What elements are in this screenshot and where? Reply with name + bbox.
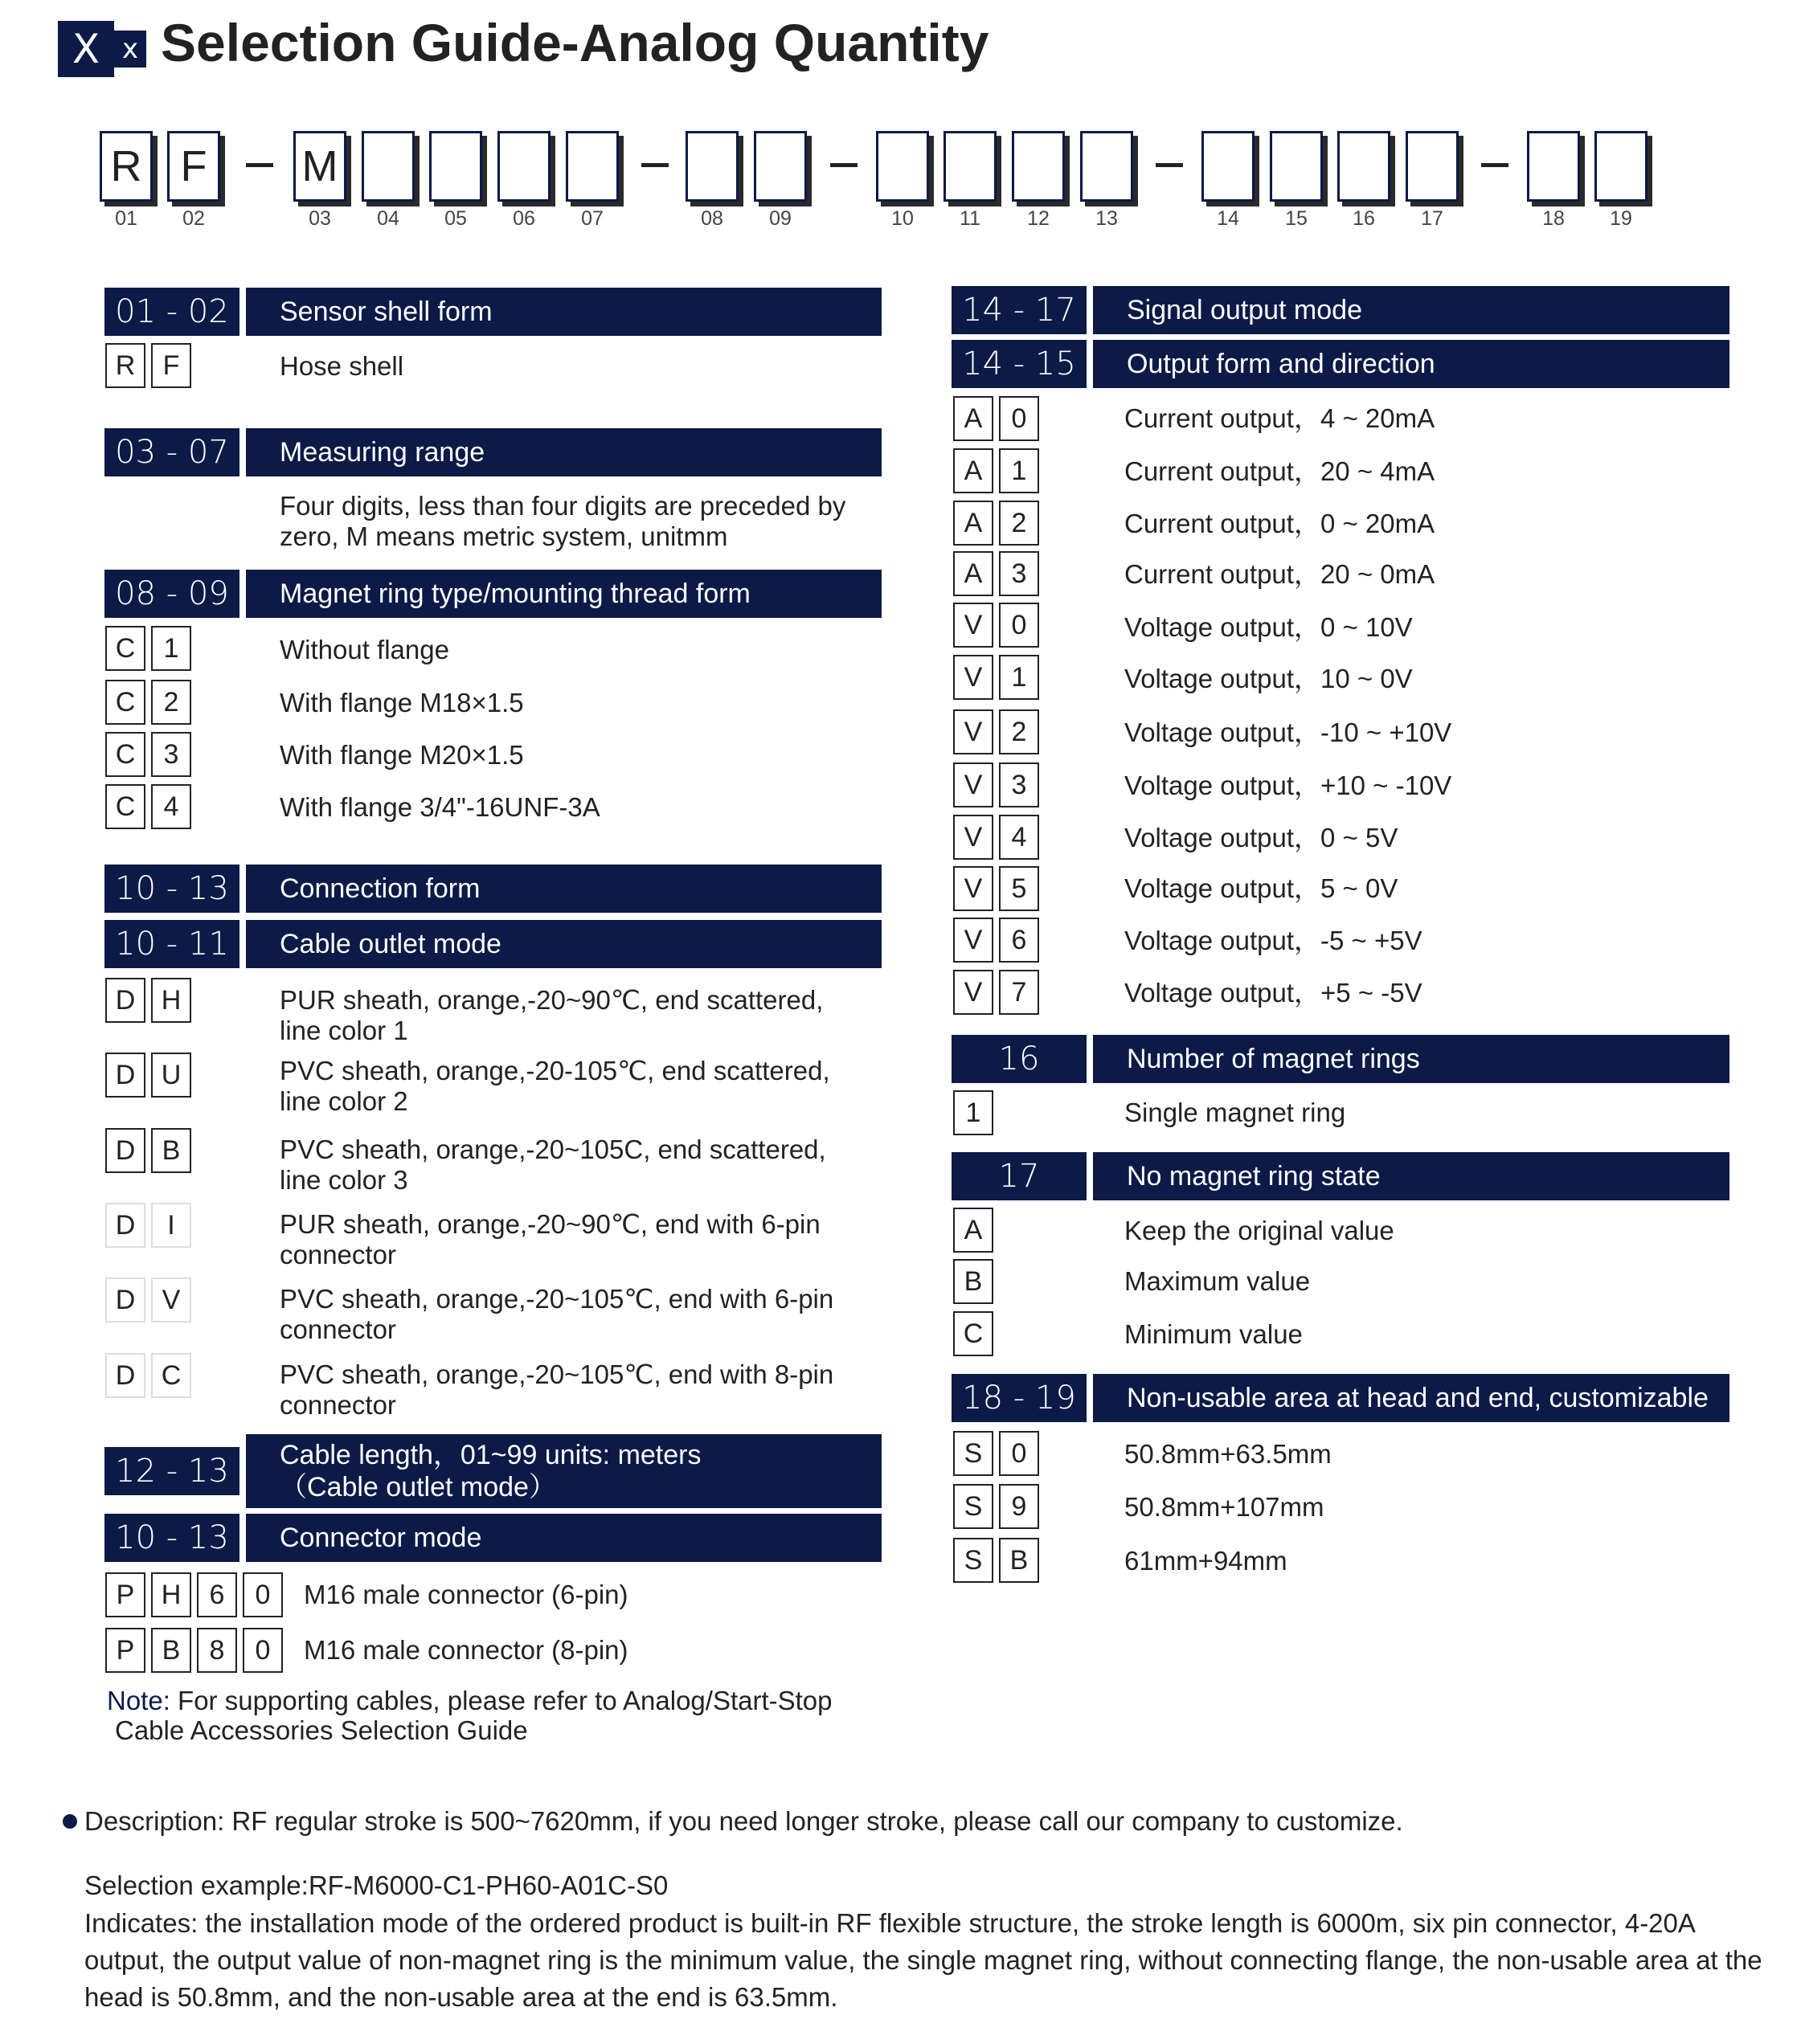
option-text: PVC sheath, orange,-20~105℃, end with 8-pin (280, 1359, 834, 1389)
option-text: PUR sheath, orange,-20~90℃, end with 6-pin (280, 1209, 821, 1239)
option-text: Voltage output，-10 ~ +10V (1124, 717, 1452, 747)
code-box-14 (1201, 131, 1255, 202)
code-box-06 (497, 131, 551, 202)
option-text: Voltage output，5 ~ 0V (1124, 873, 1398, 903)
code-cell: V (953, 709, 993, 754)
code-number: 05 (444, 207, 467, 230)
code-cell: V (953, 603, 993, 648)
section-number: 10 - 13 (104, 865, 239, 913)
code-cell: 5 (999, 866, 1039, 911)
code-cell: V (953, 866, 993, 911)
section-label: Number of magnet rings (1093, 1035, 1729, 1083)
code-box-04 (362, 131, 415, 202)
indicates-line: head is 50.8mm, and the non-usable area at the end is 63.5mm. (84, 1982, 838, 2012)
section-header-14-15 (952, 340, 1729, 388)
code-number: 18 (1542, 207, 1565, 230)
code-box-10 (876, 131, 929, 202)
code-box-15 (1270, 131, 1323, 202)
option-text: Single magnet ring (1124, 1098, 1346, 1127)
code-number: 10 (891, 207, 914, 230)
option-text: line color 3 (280, 1165, 408, 1195)
code-number: 01 (115, 207, 137, 230)
page-title: Selection Guide-Analog Quantity (161, 13, 989, 72)
option-text: Current output，20 ~ 4mA (1124, 456, 1435, 486)
option-text: With flange M20×1.5 (280, 740, 524, 770)
code-cell: D (105, 978, 145, 1023)
code-cell: C (105, 680, 145, 725)
option-text: Current output，0 ~ 20mA (1124, 509, 1435, 538)
option-text: Voltage output，+5 ~ -5V (1124, 978, 1422, 1008)
option-text: Current output，4 ~ 20mA (1124, 403, 1435, 433)
section-label: Cable outlet mode (246, 920, 882, 968)
code-number: 03 (309, 207, 331, 230)
section-header-17 (952, 1152, 1729, 1200)
code-cell: V (151, 1278, 191, 1322)
section-header-10-13-connector (104, 1514, 882, 1562)
section-label: Measuring range (246, 428, 882, 476)
section-number: 18 - 19 (952, 1374, 1087, 1422)
code-cell: F (151, 343, 191, 388)
code-number: 13 (1095, 207, 1118, 230)
code-box-12 (1012, 131, 1065, 202)
code-cell: V (953, 918, 993, 963)
code-cell: 8 (197, 1628, 237, 1673)
option-text: Voltage output，-5 ~ +5V (1124, 926, 1422, 955)
option-text: connector (280, 1390, 396, 1420)
code-cell: 6 (197, 1572, 237, 1617)
option-text: line color 2 (280, 1086, 408, 1116)
code-box-08 (686, 131, 739, 202)
section-label-line: Cable length，01~99 units: meters (280, 1440, 702, 1470)
code-box-19 (1594, 131, 1648, 202)
option-text: Current output，20 ~ 0mA (1124, 559, 1435, 589)
code-cell: V (953, 762, 993, 807)
code-cell: D (105, 1128, 145, 1173)
code-cell: D (105, 1278, 145, 1322)
note-text: For supporting cables, please refer to Analog/Start-Stop (170, 1686, 833, 1715)
code-box-18 (1527, 131, 1580, 202)
section-header-12-13 (104, 1434, 882, 1508)
code-cell: 7 (999, 970, 1039, 1015)
code-cell: D (105, 1053, 145, 1098)
code-cell: P (105, 1628, 145, 1673)
section-header-14-17 (952, 286, 1729, 334)
code-box-01: R (100, 131, 153, 202)
code-number: 06 (513, 207, 535, 230)
selection-example: Selection example:RF-M6000-C1-PH60-A01C-S0 (84, 1870, 669, 1900)
option-text: Without flange (280, 635, 449, 664)
code-cell: P (105, 1572, 145, 1617)
badge-big: X (58, 21, 114, 77)
note-text: Cable Accessories Selection Guide (115, 1715, 528, 1745)
code-box-09 (754, 131, 807, 202)
code-cell: 1 (151, 626, 191, 671)
option-text: PVC sheath, orange,-20-105℃, end scattered, (280, 1056, 830, 1085)
note-line (107, 1686, 878, 1715)
code-box-02: F (167, 131, 220, 202)
code-dash (1156, 163, 1183, 167)
code-box-13 (1080, 131, 1133, 202)
option-text: connector (280, 1240, 396, 1269)
code-number: 14 (1217, 207, 1239, 230)
code-cell: 4 (999, 815, 1039, 860)
section-label: Signal output mode (1093, 286, 1729, 334)
note-label: Note: (107, 1686, 170, 1715)
code-cell: 4 (151, 784, 191, 829)
code-dash (830, 163, 858, 167)
section-label: Connection form (246, 865, 882, 913)
code-cell: 0 (999, 396, 1039, 441)
code-cell: S (953, 1538, 993, 1583)
code-number: 04 (377, 207, 399, 230)
code-cell: 0 (243, 1628, 283, 1673)
option-text: Maximum value (1124, 1266, 1311, 1296)
option-text: PUR sheath, orange,-20~90℃, end scattered, (280, 985, 824, 1015)
code-cell: 2 (151, 680, 191, 725)
code-cell: 1 (999, 448, 1039, 493)
description: Description: RF regular stroke is 500~7620mm, if you need longer stroke, please call our company to customize. (84, 1806, 1403, 1836)
code-number: 17 (1421, 207, 1443, 230)
section-label (246, 1434, 882, 1508)
option-text: Voltage output，+10 ~ -10V (1124, 771, 1452, 800)
code-box-17 (1406, 131, 1459, 202)
code-number: 09 (769, 207, 792, 230)
code-box-16 (1337, 131, 1390, 202)
code-cell: B (953, 1259, 993, 1304)
section-header-10-11 (104, 920, 882, 968)
code-cell: V (953, 655, 993, 700)
section-number: 08 - 09 (104, 570, 239, 618)
badge-small: x (114, 31, 146, 67)
option-text: Keep the original value (1124, 1216, 1394, 1245)
code-cell: A (953, 396, 993, 441)
option-text: Voltage output，10 ~ 0V (1124, 664, 1413, 693)
option-text: With flange 3/4"-16UNF-3A (280, 792, 600, 822)
code-cell: 9 (999, 1484, 1039, 1529)
option-text: Voltage output，0 ~ 5V (1124, 823, 1398, 852)
code-number: 15 (1285, 207, 1308, 230)
section-number: 03 - 07 (104, 428, 239, 476)
code-cell: 6 (999, 918, 1039, 963)
code-cell: D (105, 1203, 145, 1248)
code-cell: V (953, 970, 993, 1015)
code-cell: 2 (999, 501, 1039, 546)
option-text: 50.8mm+107mm (1124, 1492, 1324, 1522)
code-cell: A (953, 551, 993, 596)
code-cell: S (953, 1484, 993, 1529)
code-cell: 0 (243, 1572, 283, 1617)
code-cell: A (953, 1208, 993, 1253)
section-label: Output form and direction (1093, 340, 1729, 388)
section-label: Non-usable area at head and end, customizable (1093, 1374, 1729, 1422)
option-text: With flange M18×1.5 (280, 688, 524, 717)
code-cell: H (151, 978, 191, 1023)
section-number: 01 - 02 (104, 288, 239, 336)
code-box-03: M (293, 131, 346, 202)
code-cell: A (953, 501, 993, 546)
code-dash (641, 163, 669, 167)
option-text: PVC sheath, orange,-20~105℃, end with 6-pin (280, 1284, 834, 1314)
code-cell: C (151, 1353, 191, 1398)
section-number: 10 - 11 (104, 920, 239, 968)
code-dash (246, 163, 273, 167)
section-header-16 (952, 1035, 1729, 1083)
code-cell: 3 (999, 762, 1039, 807)
section-label: No magnet ring state (1093, 1152, 1729, 1200)
code-box-11 (943, 131, 997, 202)
code-cell: V (953, 815, 993, 860)
option-text: line color 1 (280, 1016, 408, 1045)
code-cell: C (953, 1311, 993, 1356)
code-cell: 2 (999, 709, 1039, 754)
note (107, 1686, 878, 1745)
option-text: Four digits, less than four digits are preceded by (280, 491, 846, 521)
code-cell: B (151, 1628, 191, 1673)
code-number: 07 (581, 207, 604, 230)
code-cell: 0 (999, 603, 1039, 648)
section-number: 10 - 13 (104, 1514, 239, 1562)
code-number: 02 (182, 207, 205, 230)
option-text: M16 male connector (6-pin) (304, 1580, 628, 1609)
section-number: 12 - 13 (104, 1447, 239, 1495)
option-text: 50.8mm+63.5mm (1124, 1439, 1332, 1469)
option-text: Minimum value (1124, 1319, 1303, 1349)
code-cell: 1 (953, 1090, 993, 1135)
code-cell: C (105, 732, 145, 777)
section-label: Connector mode (246, 1514, 882, 1562)
code-cell: 3 (151, 732, 191, 777)
section-label: Sensor shell form (246, 288, 882, 336)
code-dash (1481, 163, 1508, 167)
code-cell: C (105, 784, 145, 829)
section-header-10-13 (104, 865, 882, 913)
code-cell: U (151, 1053, 191, 1098)
code-cell: B (999, 1538, 1039, 1583)
option-text: connector (280, 1314, 396, 1344)
code-number: 16 (1353, 207, 1375, 230)
section-number: 14 - 15 (952, 340, 1087, 388)
code-number: 12 (1027, 207, 1050, 230)
code-number: 08 (701, 207, 723, 230)
code-cell: S (953, 1431, 993, 1476)
indicates-line: output, the output value of non-magnet ring is the minimum value, the single magnet ring, without connecting flange, the non-usable area at the (84, 1945, 1762, 1975)
code-cell: B (151, 1128, 191, 1173)
code-cell: I (151, 1203, 191, 1248)
option-text: Hose shell (280, 351, 404, 381)
section-label-line: （Cable outlet mode） (280, 1472, 556, 1502)
option-text: Voltage output，0 ~ 10V (1124, 612, 1413, 642)
code-box-05 (429, 131, 482, 202)
section-header-03-07 (104, 428, 882, 476)
option-text: M16 male connector (8-pin) (304, 1635, 628, 1665)
code-cell: D (105, 1353, 145, 1398)
section-number: 14 - 17 (952, 286, 1087, 334)
section-header-18-19 (952, 1374, 1729, 1422)
option-text: 61mm+94mm (1124, 1546, 1287, 1576)
section-header-08-09 (104, 570, 882, 618)
code-number: 19 (1610, 207, 1632, 230)
code-box-07 (566, 131, 619, 202)
code-cell: A (953, 448, 993, 493)
section-label: Magnet ring type/mounting thread form (246, 570, 882, 618)
section-header-01-02 (104, 288, 882, 336)
code-cell: 1 (999, 655, 1039, 700)
section-number: 17 (952, 1152, 1087, 1200)
code-cell: H (151, 1572, 191, 1617)
option-text: PVC sheath, orange,-20~105C, end scattered, (280, 1134, 826, 1164)
section-number: 16 (952, 1035, 1087, 1083)
code-cell: 3 (999, 551, 1039, 596)
option-text: zero, M means metric system, unitmm (280, 521, 728, 551)
code-cell: C (105, 626, 145, 671)
code-number: 11 (960, 207, 980, 230)
bullet-icon (63, 1814, 77, 1829)
code-cell: 0 (999, 1431, 1039, 1476)
code-cell: R (105, 343, 145, 388)
indicates-line: Indicates: the installation mode of the ordered product is built-in RF flexible structure, the stroke length is 6000m, six pin connector, 4-20A (84, 1908, 1696, 1938)
